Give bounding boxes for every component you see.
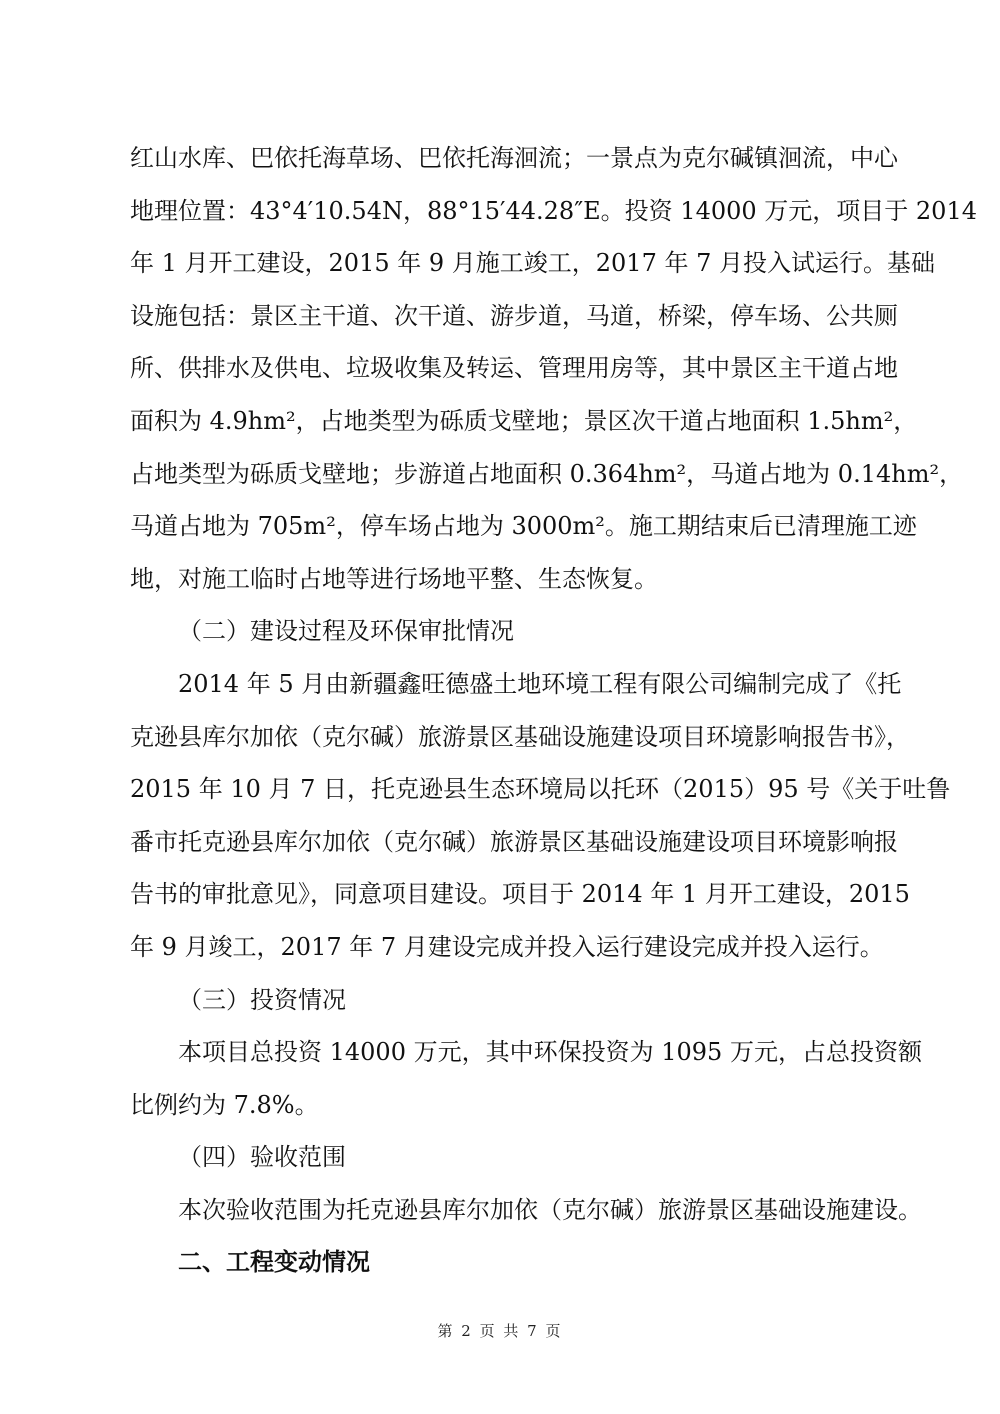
- paragraph-construction-approval: [130, 658, 951, 974]
- text-line: 地，对施工临时占地等进行场地平整、生态恢复。: [130, 564, 658, 593]
- text-line: 本次验收范围为托克逊县库尔加依（克尔碱）旅游景区基础设施建设。: [178, 1195, 922, 1224]
- text-line: 面积为 4.9hm²，占地类型为砾质戈壁地；景区次干道占地面积 1.5hm²，: [130, 406, 918, 435]
- text-line: 年 9 月竣工，2017 年 7 月建设完成并投入运行建设完成并投入运行。: [130, 932, 884, 961]
- text-line: 所、供排水及供电、垃圾收集及转运、管理用房等，其中景区主干道占地: [130, 354, 898, 383]
- text-line: 年 1 月开工建设，2015 年 9 月施工竣工，2017 年 7 月投入试运行。基础: [130, 249, 935, 278]
- text-line: 2015 年 10 月 7 日，托克逊县生态环境局以托环（2015）95 号《关于吐鲁: [130, 775, 951, 804]
- section-heading-construction-approval: （二）建设过程及环保审批情况: [178, 617, 514, 646]
- text-line: 设施包括：景区主干道、次干道、游步道，马道，桥梁，停车场、公共厕: [130, 301, 898, 330]
- paragraph-investment: [130, 1026, 922, 1131]
- text-line: 占地类型为砾质戈壁地；步游道占地面积 0.364hm²，马道占地为 0.14hm²，: [130, 459, 964, 488]
- text-line: 2014 年 5 月由新疆鑫旺德盛土地环境工程有限公司编制完成了《托: [178, 669, 902, 698]
- text-line: 告书的审批意见》，同意项目建设。项目于 2014 年 1 月开工建设，2015: [130, 880, 910, 909]
- paragraph-project-overview: [130, 132, 977, 605]
- section-heading-acceptance-scope: （四）验收范围: [178, 1143, 346, 1172]
- text-line: 比例约为 7.8%。: [130, 1090, 319, 1119]
- paragraph-acceptance-scope: [130, 1184, 922, 1237]
- page-content: [130, 132, 977, 1289]
- chapter-heading-engineering-changes: 二、工程变动情况: [178, 1247, 370, 1277]
- text-line: 克逊县库尔加依（克尔碱）旅游景区基础设施建设项目环境影响报告书》，: [130, 722, 910, 751]
- text-line: 本项目总投资 14000 万元，其中环保投资为 1095 万元，占总投资额: [178, 1038, 922, 1067]
- text-line: 番市托克逊县库尔加依（克尔碱）旅游景区基础设施建设项目环境影响报: [130, 827, 898, 856]
- text-line: 地理位置：43°4′10.54N，88°15′44.28″E。投资 14000 万元，项目于 2014: [130, 196, 977, 225]
- text-line: 红山水库、巴依托海草场、巴依托海洄流；一景点为克尔碱镇洄流，中心: [130, 144, 898, 172]
- text-line: 马道占地为 705m²，停车场占地为 3000m²。施工期结束后已清理施工迹: [130, 512, 917, 541]
- section-heading-investment: （三）投资情况: [178, 985, 346, 1014]
- page-number-footer: 第 2 页 共 7 页: [437, 1322, 563, 1340]
